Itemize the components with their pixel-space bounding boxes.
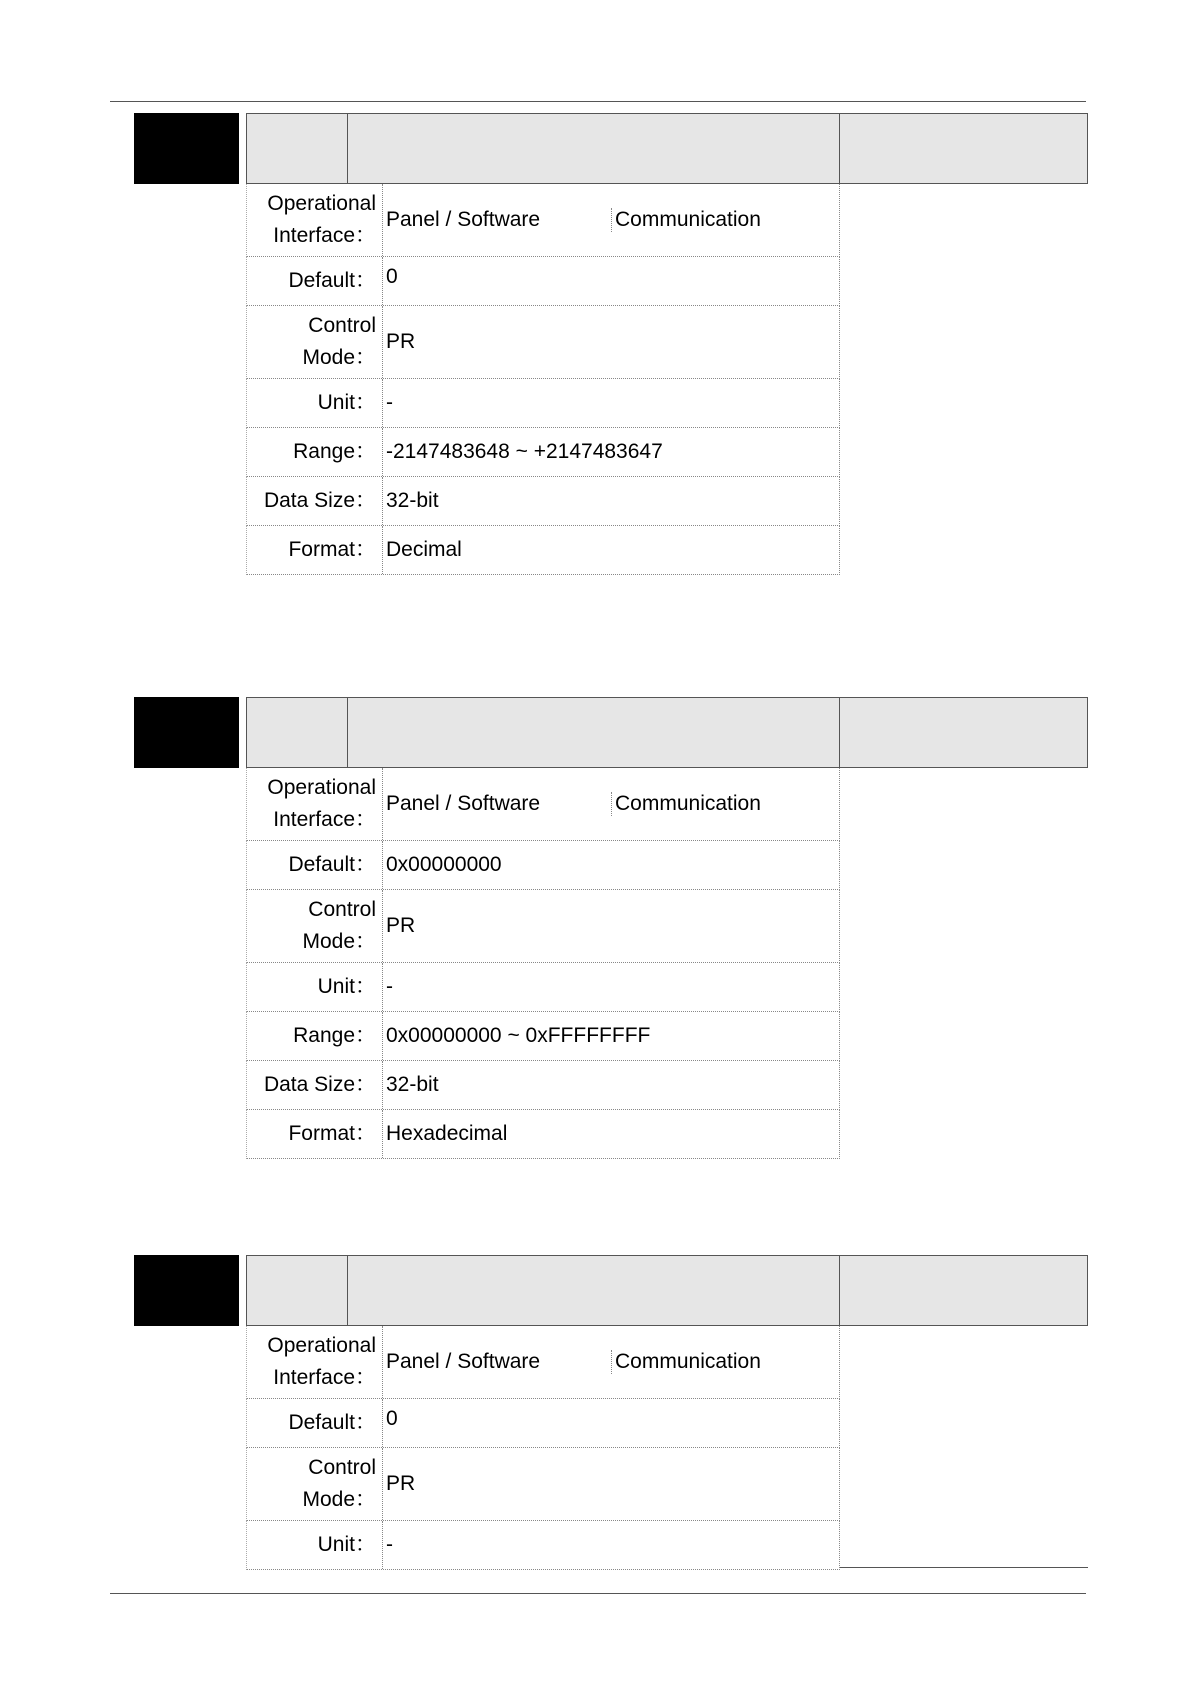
- control-mode-value: PR: [386, 1472, 416, 1495]
- control-mode-label: Control Mode：: [247, 1448, 383, 1520]
- interface-communication: Communication: [615, 792, 761, 815]
- parameter-number-tab: [134, 697, 239, 768]
- default-value: 0x00000000: [386, 853, 502, 876]
- header-cell-code: [247, 698, 348, 767]
- interface-panel-software: Panel / Software: [383, 208, 612, 232]
- parameter-header: [246, 1255, 1088, 1326]
- data-size-label: Data Size：: [247, 477, 383, 525]
- header-column-bottom-line: [840, 1567, 1088, 1568]
- format-row: [246, 1110, 840, 1159]
- default-label: Default：: [247, 257, 383, 305]
- default-row: [246, 1399, 840, 1448]
- range-label: Range：: [247, 1012, 383, 1060]
- range-value: -2147483648 ~ +2147483647: [386, 440, 663, 463]
- parameter-table: [246, 768, 840, 1159]
- control-mode-value: PR: [386, 330, 416, 353]
- control-mode-row: [246, 1448, 840, 1521]
- control-mode-value: PR: [386, 914, 416, 937]
- page-top-rule: [110, 101, 1086, 102]
- data-size-row: [246, 1061, 840, 1110]
- format-label: Format：: [247, 526, 383, 574]
- format-value: Hexadecimal: [386, 1122, 508, 1145]
- parameter-table: [246, 184, 840, 575]
- control-mode-row: [246, 306, 840, 379]
- parameter-header: [246, 113, 1088, 184]
- interface-row: [246, 184, 840, 257]
- unit-value: -: [386, 975, 393, 998]
- interface-communication: Communication: [615, 1350, 761, 1373]
- header-cell-code: [247, 1256, 348, 1325]
- interface-values: [383, 184, 839, 256]
- unit-row: [246, 963, 840, 1012]
- header-cell-name: [348, 1256, 840, 1325]
- data-size-value: 32-bit: [386, 489, 439, 512]
- format-label: Format：: [247, 1110, 383, 1158]
- interface-values: [383, 1326, 839, 1398]
- header-cell-code: [247, 114, 348, 183]
- unit-label: Unit：: [247, 379, 383, 427]
- parameter-number-tab: [134, 113, 239, 184]
- parameter-header: [246, 697, 1088, 768]
- interface-panel-software: Panel / Software: [383, 1350, 612, 1374]
- format-row: [246, 526, 840, 575]
- default-row: [246, 841, 840, 890]
- unit-value: -: [386, 391, 393, 414]
- interface-label: Operational Interface：: [247, 768, 383, 840]
- interface-values: [383, 768, 839, 840]
- control-mode-label: Control Mode：: [247, 306, 383, 378]
- header-cell-address: [840, 1256, 1087, 1325]
- default-label: Default：: [247, 1399, 383, 1447]
- default-label: Default：: [247, 841, 383, 889]
- interface-communication: Communication: [615, 208, 761, 231]
- interface-row: [246, 768, 840, 841]
- header-cell-address: [840, 698, 1087, 767]
- data-size-value: 32-bit: [386, 1073, 439, 1096]
- page-bottom-rule: [110, 1593, 1086, 1594]
- parameter-table: [246, 1326, 840, 1570]
- range-row: [246, 1012, 840, 1061]
- interface-row: [246, 1326, 840, 1399]
- unit-row: [246, 1521, 840, 1570]
- parameter-number-tab: [134, 1255, 239, 1326]
- default-row: [246, 257, 840, 306]
- range-value: 0x00000000 ~ 0xFFFFFFFF: [386, 1024, 651, 1047]
- data-size-label: Data Size：: [247, 1061, 383, 1109]
- interface-panel-software: Panel / Software: [383, 792, 612, 816]
- data-size-row: [246, 477, 840, 526]
- interface-label: Operational Interface：: [247, 1326, 383, 1398]
- range-row: [246, 428, 840, 477]
- control-mode-label: Control Mode：: [247, 890, 383, 962]
- unit-value: -: [386, 1533, 393, 1556]
- default-value: 0: [386, 265, 398, 288]
- control-mode-row: [246, 890, 840, 963]
- header-cell-name: [348, 698, 840, 767]
- unit-label: Unit：: [247, 1521, 383, 1569]
- format-value: Decimal: [386, 538, 462, 561]
- interface-label: Operational Interface：: [247, 184, 383, 256]
- default-value: 0: [386, 1407, 398, 1430]
- header-cell-name: [348, 114, 840, 183]
- unit-label: Unit：: [247, 963, 383, 1011]
- unit-row: [246, 379, 840, 428]
- header-cell-address: [840, 114, 1087, 183]
- range-label: Range：: [247, 428, 383, 476]
